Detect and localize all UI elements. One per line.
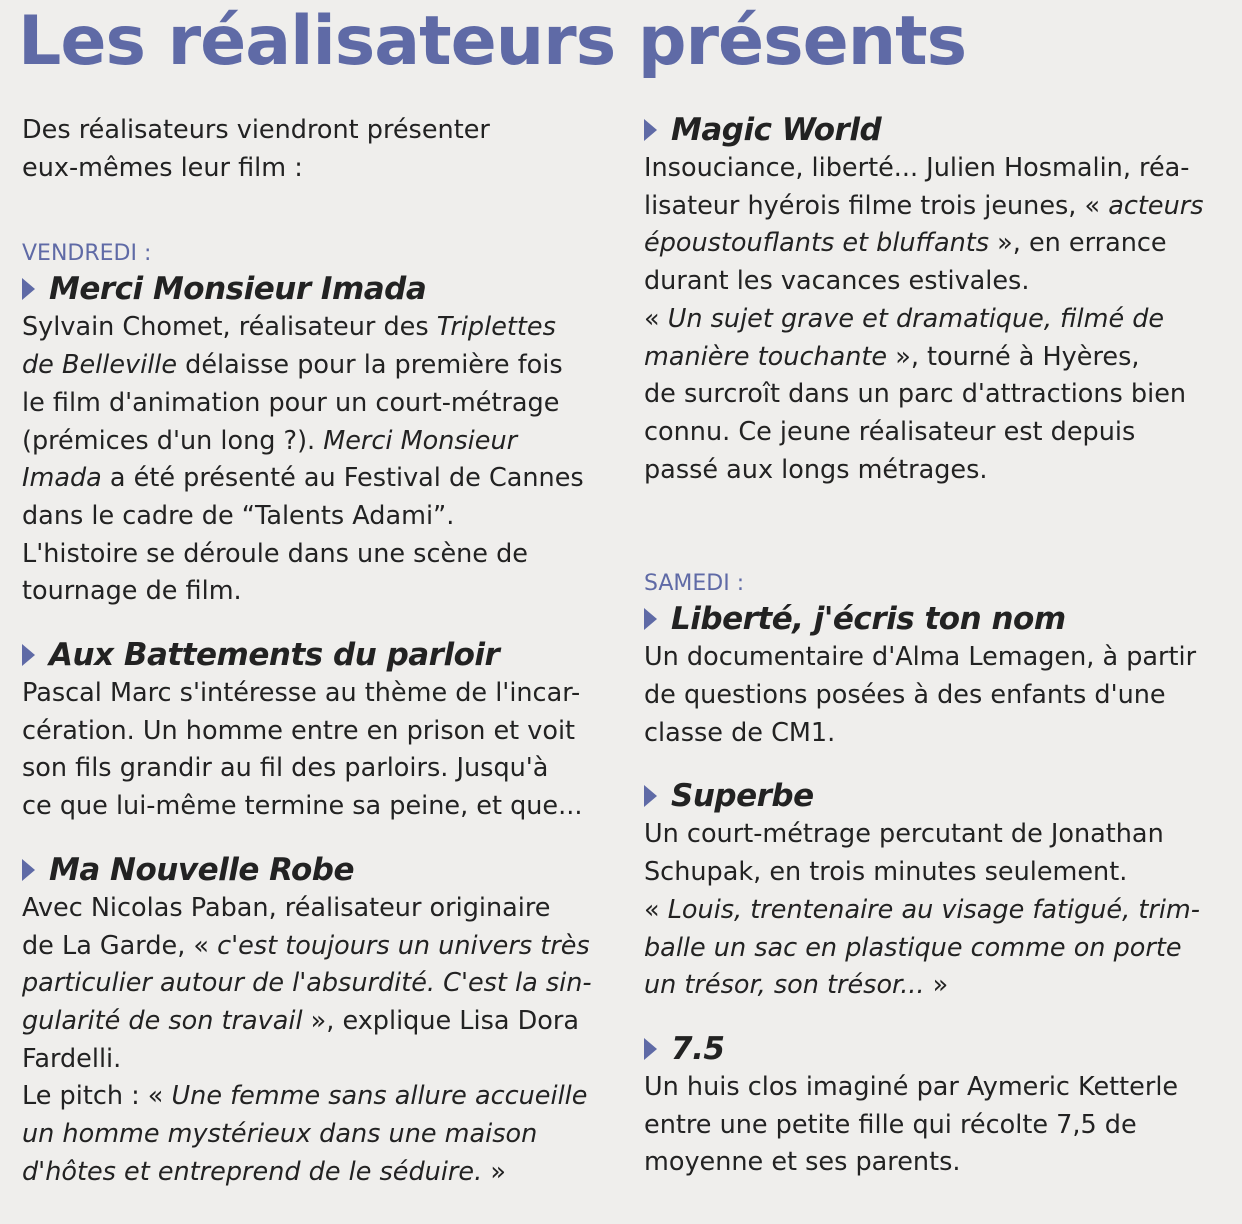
text-segment: moyenne et ses parents. <box>644 1147 961 1178</box>
text-segment: Un huis clos imaginé par Aymeric Ketterle <box>644 1071 1179 1102</box>
film-description <box>22 309 622 611</box>
italic-segment: d'hôtes et entreprend de le séduire. <box>22 1156 483 1187</box>
text-segment: Schupak, en trois minutes seulement. <box>644 857 1128 888</box>
film-liberte-j-ecris-ton-nom <box>644 599 1224 752</box>
text-segment: » <box>482 1156 506 1187</box>
text-line <box>22 460 622 498</box>
text-line <box>22 309 622 347</box>
text-segment: durant les vacances estivales. <box>644 266 1030 297</box>
italic-segment: Imada <box>22 463 102 494</box>
italic-segment: particulier autour de l'absurdité. C'est la sin- <box>22 968 592 999</box>
film-title <box>644 599 1224 639</box>
triangle-bullet-icon <box>644 785 657 807</box>
text-line <box>644 263 1224 301</box>
film-description <box>644 150 1224 489</box>
film-title-text: Ma Nouvelle Robe <box>49 851 355 888</box>
text-segment: classe de CM1. <box>644 717 836 748</box>
film-description <box>644 816 1224 1005</box>
page-headline: Les réalisateurs présents <box>18 2 967 81</box>
italic-segment: un homme mystérieux dans une maison <box>22 1119 538 1150</box>
text-line <box>22 347 622 385</box>
text-line <box>644 150 1224 188</box>
text-line <box>644 715 1224 753</box>
text-line <box>644 639 1224 677</box>
text-line <box>22 1003 622 1041</box>
italic-segment: Triplettes <box>436 312 556 343</box>
text-line <box>22 385 622 423</box>
film-title-text: 7.5 <box>671 1030 725 1067</box>
film-description <box>644 639 1224 752</box>
text-segment: « <box>644 303 668 334</box>
day-heading-saturday: SAMEDI : <box>644 571 745 597</box>
text-line <box>644 677 1224 715</box>
text-segment: L'histoire se déroule dans une scène de <box>22 538 528 569</box>
text-segment: », tourné à Hyères, <box>887 341 1140 372</box>
text-segment: Un documentaire d'Alma Lemagen, à partir <box>644 642 1197 673</box>
italic-segment: manière touchante <box>644 341 888 372</box>
text-line <box>644 376 1224 414</box>
text-segment: a été présenté au Festival de Cannes <box>101 463 584 494</box>
film-title <box>22 269 622 309</box>
text-line <box>644 188 1224 226</box>
text-segment: Avec Nicolas Paban, réalisateur originaire <box>22 892 551 923</box>
text-segment: de questions posées à des enfants d'une <box>644 680 1166 711</box>
text-segment: Sylvain Chomet, réalisateur des <box>22 312 437 343</box>
text-segment: son fils grandir au fil des parloirs. Jusqu'à <box>22 753 549 784</box>
text-segment: (prémices d'un long ?). <box>22 425 324 456</box>
italic-segment: époustouflants et bluffants <box>644 228 990 259</box>
text-segment: », en errance <box>989 228 1167 259</box>
film-ma-nouvelle-robe <box>22 850 622 1192</box>
film-title <box>22 850 622 890</box>
text-line <box>22 536 622 574</box>
text-segment: connu. Ce jeune réalisateur est depuis <box>644 416 1136 447</box>
text-line <box>644 1144 1224 1182</box>
film-description <box>22 890 622 1192</box>
film-title-text: Superbe <box>671 778 814 815</box>
triangle-bullet-icon <box>644 1038 657 1060</box>
text-line <box>644 967 1224 1005</box>
italic-segment: Un sujet grave et dramatique, filmé de <box>667 303 1165 334</box>
text-line <box>644 452 1224 490</box>
film-description <box>22 675 622 826</box>
text-line <box>644 225 1224 263</box>
text-segment: ce que lui-même termine sa peine, et que... <box>22 791 583 822</box>
text-line <box>22 1078 622 1116</box>
film-title <box>644 110 1224 150</box>
text-line <box>644 892 1224 930</box>
text-segment: passé aux longs métrages. <box>644 454 988 485</box>
text-line <box>22 713 622 751</box>
text-line <box>644 301 1224 339</box>
italic-segment: acteurs <box>1108 190 1204 221</box>
day-heading-friday: VENDREDI : <box>22 241 152 267</box>
text-line <box>22 423 622 461</box>
text-segment: Fardelli. <box>22 1043 122 1074</box>
text-segment: cération. Un homme entre en prison et voit <box>22 715 576 746</box>
film-aux-battements-du-parloir <box>22 635 622 826</box>
triangle-bullet-icon <box>644 119 657 141</box>
film-magic-world <box>644 110 1224 489</box>
text-segment: de La Garde, « <box>22 930 218 961</box>
text-segment: » <box>924 970 949 1001</box>
text-line <box>22 965 622 1003</box>
triangle-bullet-icon <box>22 278 35 300</box>
film-7-5 <box>644 1029 1224 1182</box>
text-line <box>644 930 1224 968</box>
text-line <box>22 788 622 826</box>
film-title <box>644 776 1224 816</box>
italic-segment: de Belleville <box>22 350 178 381</box>
text-segment: délaisse pour la première fois <box>177 350 563 381</box>
text-segment: tournage de film. <box>22 576 242 607</box>
text-line <box>22 890 622 928</box>
italic-segment: c'est toujours un univers très <box>217 930 590 961</box>
text-line <box>644 1107 1224 1145</box>
text-line <box>22 1154 622 1192</box>
film-title-text: Liberté, j'écris ton nom <box>671 601 1066 638</box>
text-line <box>22 1116 622 1154</box>
text-line <box>644 854 1224 892</box>
film-title-text: Magic World <box>671 112 882 148</box>
text-segment: de surcroît dans un parc d'attractions bien <box>644 379 1187 410</box>
text-segment: dans le cadre de “Talents Adami”. <box>22 500 455 531</box>
intro-line: eux-mêmes leur film : <box>22 152 303 183</box>
intro-line: Des réalisateurs viendront présenter <box>22 115 490 145</box>
italic-segment: Louis, trentenaire au visage fatigué, trim- <box>667 894 1200 925</box>
text-segment: Un court-métrage percutant de Jonathan <box>644 819 1164 850</box>
text-segment: entre une petite fille qui récolte 7,5 de <box>644 1109 1137 1140</box>
film-description <box>644 1069 1224 1182</box>
film-title <box>22 635 622 675</box>
film-superbe <box>644 776 1224 1005</box>
italic-segment: gularité de son travail <box>22 1005 303 1036</box>
text-line <box>22 750 622 788</box>
text-line <box>644 816 1224 854</box>
left-column <box>22 112 622 1191</box>
italic-segment: Une femme sans allure accueille <box>171 1081 588 1112</box>
text-segment: », explique Lisa Dora <box>302 1005 579 1036</box>
film-title-text: Aux Battements du parloir <box>49 637 500 674</box>
triangle-bullet-icon <box>22 859 35 881</box>
film-merci-monsieur-imada <box>22 269 622 611</box>
text-segment: Pascal Marc s'intéresse au thème de l'incar- <box>22 678 581 709</box>
text-line <box>22 1041 622 1079</box>
text-line <box>22 573 622 611</box>
text-segment: le film d'animation pour un court-métrage <box>22 387 560 418</box>
text-line <box>644 1069 1224 1107</box>
text-segment: Insouciance, liberté... Julien Hosmalin, réa- <box>644 153 1190 183</box>
text-line <box>644 414 1224 452</box>
triangle-bullet-icon <box>22 644 35 666</box>
text-line <box>22 498 622 536</box>
intro-paragraph <box>22 112 622 187</box>
text-segment: Le pitch : « <box>22 1081 172 1112</box>
text-line <box>22 675 622 713</box>
italic-segment: un trésor, son trésor... <box>644 970 925 1001</box>
film-title-text: Merci Monsieur Imada <box>49 271 427 308</box>
triangle-bullet-icon <box>644 608 657 630</box>
film-title <box>644 1029 1224 1069</box>
italic-segment: balle un sac en plastique comme on porte <box>644 932 1182 963</box>
text-segment: « <box>644 894 668 925</box>
text-line <box>644 339 1224 377</box>
text-line <box>22 928 622 966</box>
right-column <box>644 110 1224 1182</box>
italic-segment: Merci Monsieur <box>323 425 518 456</box>
text-segment: lisateur hyérois filme trois jeunes, « <box>644 190 1109 221</box>
